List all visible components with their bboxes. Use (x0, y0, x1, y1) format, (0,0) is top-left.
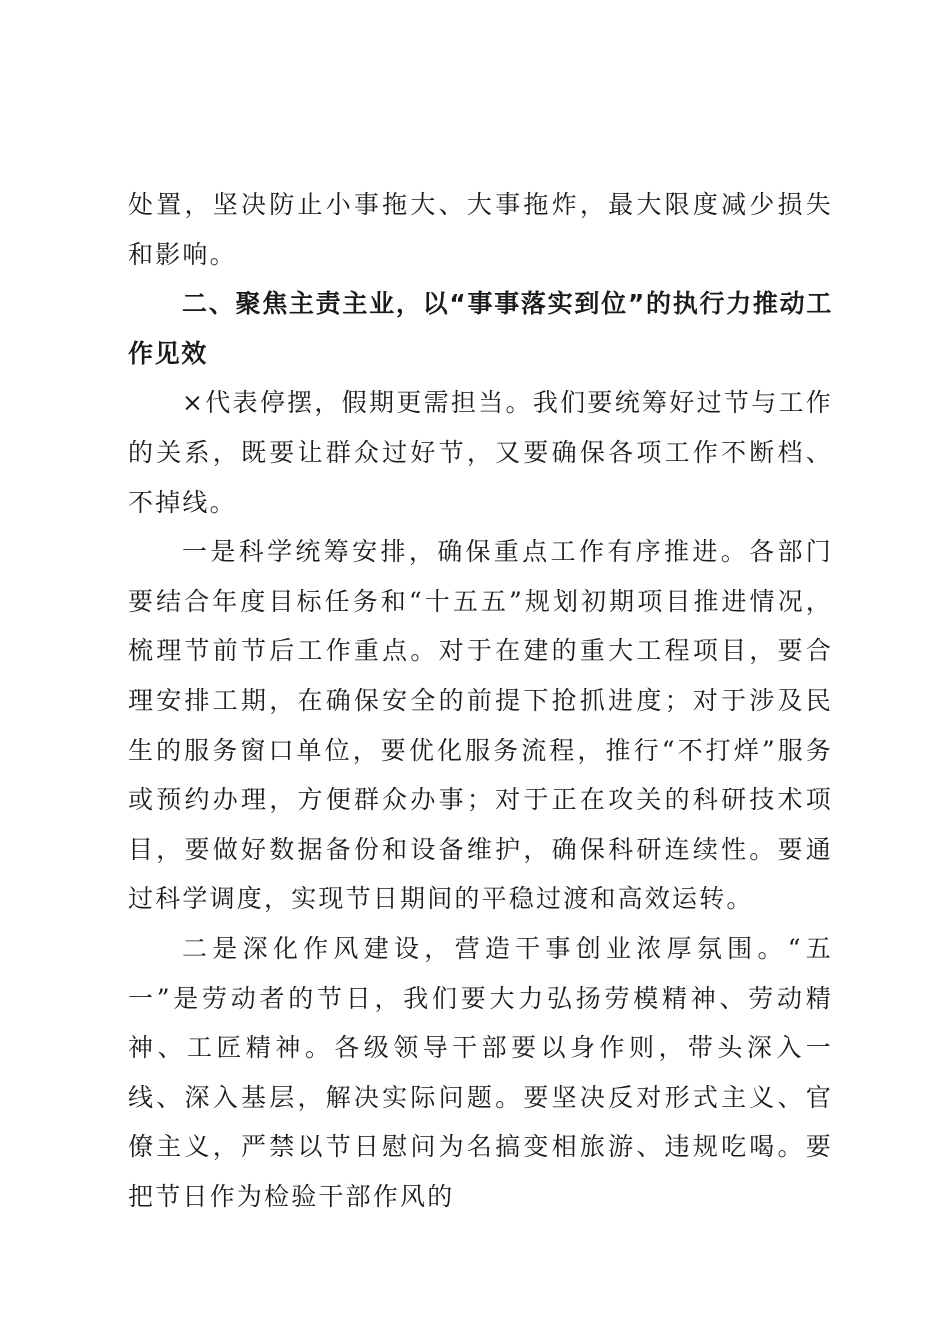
paragraph-point-two: 二是深化作风建设，营造干事创业浓厚氛围。“五一”是劳动者的节日，我们要大力弘扬劳模精神、劳动精神、工匠精神。各级领导干部要以身作则，带头深入一线、深入基层，解决实际问题。要坚决反对形式主义、官僚主义，严禁以节日慰问为名搞变相旅游、违规吃喝。要把节日作为检验干部作风的 (128, 933, 833, 1211)
section-heading: 二、聚焦主责主业，以“事事落实到位”的执行力推动工作见效 (128, 289, 833, 368)
paragraph-intro: ×代表停摆，假期更需担当。我们要统筹好过节与工作的关系，既要让群众过好节，又要确保各项工作不断档、不掉线。 (128, 388, 833, 517)
paragraph-continued: 处置，坚决防止小事拖大、大事拖炸，最大限度减少损失和影响。 (128, 190, 833, 269)
document-body (128, 180, 833, 1221)
paragraph-point-one: 一是科学统筹安排，确保重点工作有序推进。各部门要结合年度目标任务和“十五五”规划初期项目推进情况，梳理节前节后工作重点。对于在建的重大工程项目，要合理安排工期，在确保安全的前提下抢抓进度；对于涉及民生的服务窗口单位，要优化服务流程，推行“不打烊”服务或预约办理，方便群众办事；对于正在攻关的科研技术项目，要做好数据备份和设备维护，确保科研连续性。要通过科学调度，实现节日期间的平稳过渡和高效运转。 (128, 537, 833, 914)
